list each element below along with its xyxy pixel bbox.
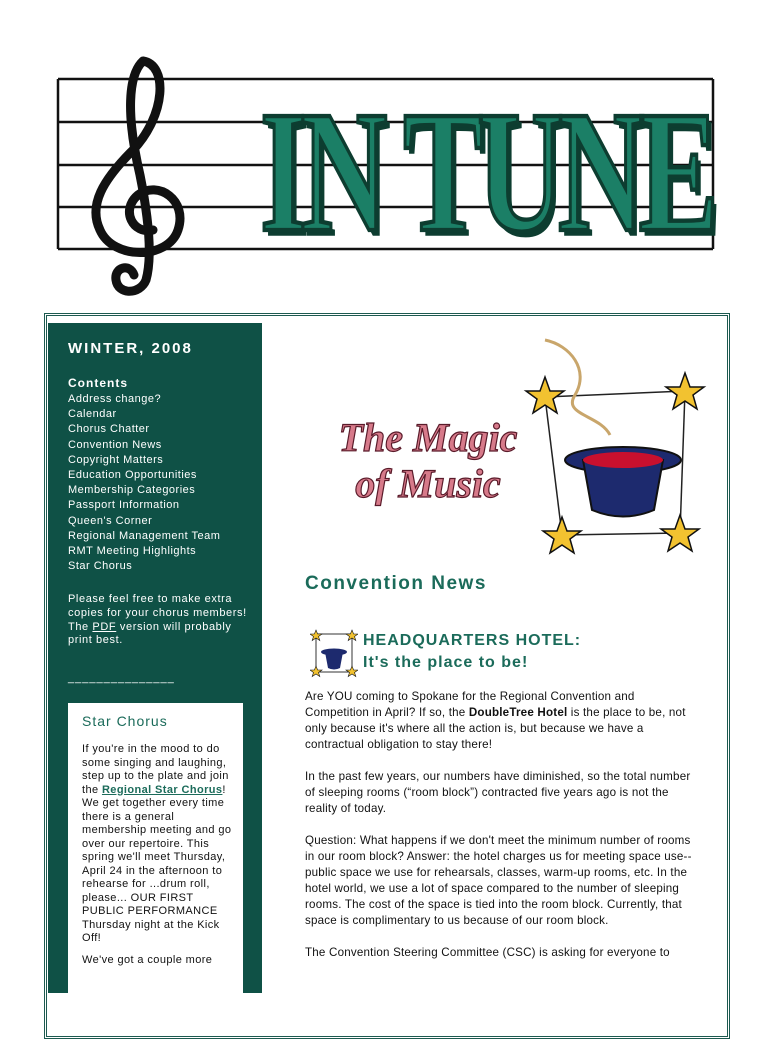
newsletter-title: IN TUNE bbox=[260, 74, 713, 268]
pdf-link[interactable]: PDF bbox=[92, 620, 117, 633]
toc-item[interactable]: Passport Information bbox=[68, 499, 180, 512]
magic-of-music-lettering: The Magic of Music bbox=[338, 415, 518, 506]
toc-item[interactable]: Chorus Chatter bbox=[68, 423, 150, 436]
treble-clef-icon bbox=[96, 61, 180, 291]
toc-item[interactable]: Convention News bbox=[68, 438, 162, 451]
issue-date: WINTER, 2008 bbox=[68, 340, 193, 357]
regional-star-chorus-link[interactable]: Regional Star Chorus bbox=[101, 783, 223, 796]
article-paragraph: In the past few years, our numbers have diminished, so the total number of sleeping rooms (“room block”) contracted five years ago is not the reality of today. bbox=[305, 770, 691, 815]
table-of-contents bbox=[68, 392, 220, 574]
hotel-art-icon bbox=[310, 628, 358, 678]
divider: _______________ bbox=[68, 672, 175, 684]
article-paragraph: The Convention Steering Committee (CSC) is asking for everyone to bbox=[305, 946, 670, 959]
masthead bbox=[48, 55, 718, 300]
top-hat-icon bbox=[565, 447, 681, 517]
toc-item[interactable]: Membership Categories bbox=[68, 484, 196, 497]
toc-item[interactable]: Star Chorus bbox=[68, 560, 133, 573]
article-headline: HEADQUARTERS HOTEL: It's the place to be! bbox=[363, 632, 582, 671]
star-chorus-body: If you're in the mood to do some singing and laughing, step up to the plate and join the Regional Star Chorus! We get together every time there is a general membership meeting and go over our repertoire. This spring we'll meet Thursday, April 24 in the afternoon to rehearse for ...drum roll, please... OUR FIRST PUBLIC PERFORMANCE Thursday night at the Kick Off! We've got a couple more bbox=[82, 743, 232, 966]
star-chorus-box bbox=[68, 703, 243, 1003]
toc-item[interactable]: Copyright Matters bbox=[68, 453, 164, 466]
section-title: Convention News bbox=[305, 573, 487, 594]
toc-item[interactable]: Queen's Corner bbox=[68, 514, 153, 527]
toc-item[interactable]: RMT Meeting Highlights bbox=[68, 545, 197, 558]
article-body bbox=[305, 689, 700, 977]
sidebar bbox=[48, 323, 262, 993]
article-paragraph: Are YOU coming to Spokane for the Regional Convention and Competition in April? If so, the DoubleTree Hotel is the place to be, not only because it's where all the action is, but because we have a contractual obligation to stay there! bbox=[305, 690, 686, 751]
toc-item[interactable]: Regional Management Team bbox=[68, 529, 221, 542]
article-paragraph: Question: What happens if we don't meet the minimum number of rooms in our room block? Answer: the hotel charges us for meeting space use--public space we use for rehearsals, classes, warm-up rooms, etc. In the hotel world, we use a lot of space compared to the number of sleeping rooms. The cost of the space is tied into the room block. Currently, that space is complimentary to us because of our room block. bbox=[305, 834, 692, 927]
print-note: Please feel free to make extra copies for your chorus members! The PDF version will probably print best. bbox=[68, 593, 247, 647]
toc-item[interactable]: Address change? bbox=[68, 393, 162, 405]
toc-item[interactable]: Calendar bbox=[68, 408, 117, 421]
star-chorus-heading: Star Chorus bbox=[82, 713, 168, 729]
toc-item[interactable]: Education Opportunities bbox=[68, 469, 197, 482]
contents-heading: Contents bbox=[68, 376, 128, 390]
magic-of-music-art bbox=[300, 335, 710, 560]
